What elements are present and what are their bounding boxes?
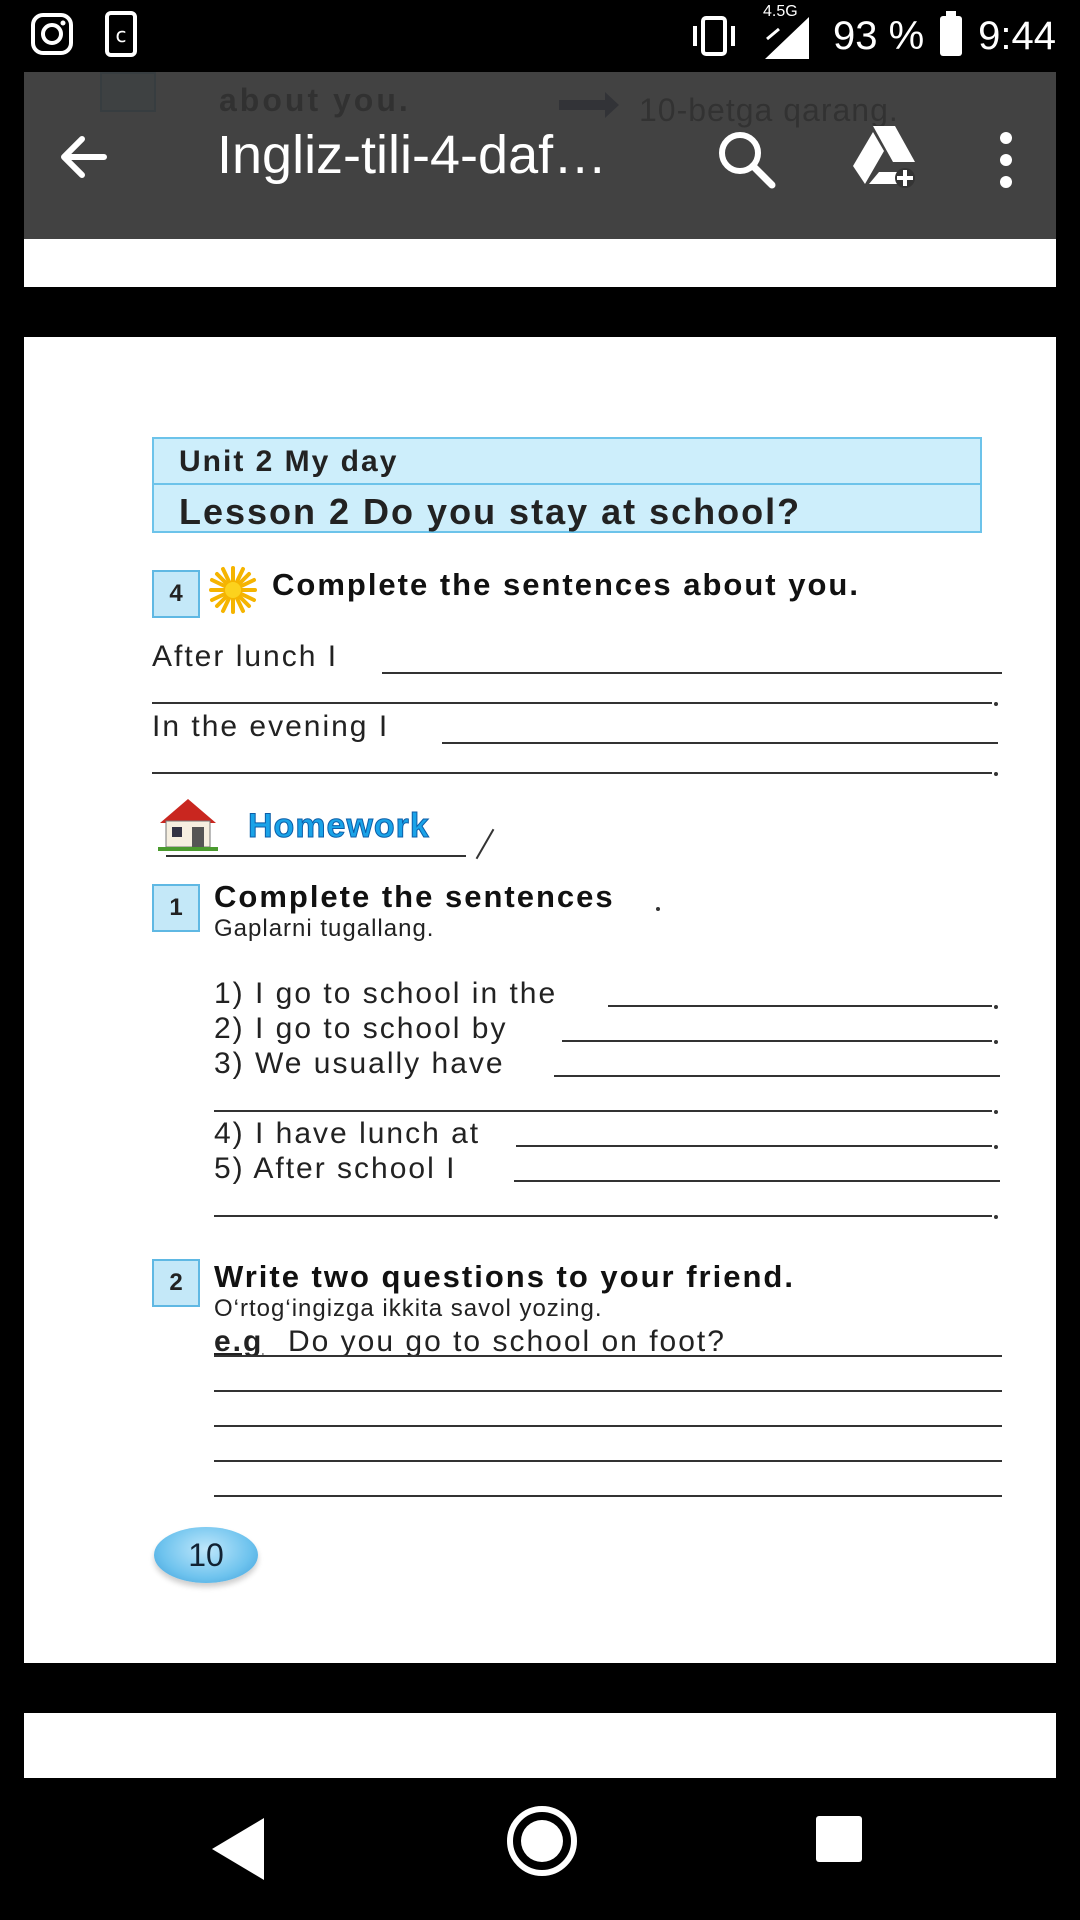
battery-percent: 93 % <box>832 13 925 58</box>
lesson-header <box>152 437 982 533</box>
more-options-icon[interactable] <box>996 130 1016 190</box>
next-page <box>24 1713 1056 1778</box>
task-2-number: 2 <box>152 1259 200 1307</box>
task-1-item-2: 2) I go to school by <box>214 1012 508 1045</box>
app-toolbar <box>24 72 1056 239</box>
task-4-number: 4 <box>152 570 200 618</box>
signal-icon <box>757 3 817 61</box>
svg-text:c: c <box>115 23 127 47</box>
nav-recents-icon[interactable] <box>816 1816 862 1862</box>
example-sentence: Do you go to school on foot? <box>288 1325 726 1358</box>
example-label: e.g <box>214 1325 264 1358</box>
task-1-item-1: 1) I go to school in the <box>214 977 558 1010</box>
status-bar <box>0 0 1080 72</box>
clock: 9:44 <box>978 13 1056 58</box>
page-number: 10 <box>154 1527 258 1583</box>
nav-back-icon[interactable] <box>212 1818 264 1880</box>
back-arrow-icon[interactable] <box>54 127 114 187</box>
nav-home-icon[interactable] <box>507 1806 577 1876</box>
network-type: 4.5G <box>762 3 798 20</box>
task-2-title: Write two questions to your friend. <box>214 1259 795 1294</box>
homework-banner <box>156 797 456 857</box>
app-notification-icon <box>104 10 138 58</box>
instagram-icon <box>30 12 74 56</box>
workbook-page <box>24 337 1056 1663</box>
homework-label: Homework <box>248 807 430 845</box>
task-4-line-2: In the evening I <box>152 710 390 743</box>
task-1-number: 1 <box>152 884 200 932</box>
search-icon[interactable] <box>714 127 778 191</box>
house-icon <box>156 795 220 851</box>
lesson-title: Lesson 2 Do you stay at school? <box>179 491 802 532</box>
task-2-subtitle: O‘rtog‘ingizga ikkita savol yozing. <box>214 1295 603 1322</box>
document-title: Ingliz-tili-4-daf… <box>217 125 608 185</box>
navigation-bar <box>0 1778 1080 1920</box>
task-1-item-3: 3) We usually have <box>214 1047 505 1080</box>
star-icon <box>208 565 258 615</box>
task-1-item-5: 5) After school I <box>214 1152 457 1185</box>
vibrate-icon <box>687 14 741 58</box>
unit-title: Unit 2 My day <box>179 445 399 478</box>
task-1-item-4: 4) I have lunch at <box>214 1117 481 1150</box>
battery-icon <box>940 16 962 56</box>
add-to-drive-icon[interactable] <box>849 122 919 192</box>
pdf-viewer[interactable] <box>24 72 1056 1778</box>
task-4-title: Complete the sentences about you. <box>272 567 860 602</box>
task-1-title: Complete the sentences <box>214 879 615 914</box>
task-1-subtitle: Gaplarni tugallang. <box>214 915 435 942</box>
task-4-line-1: After lunch I <box>152 640 339 673</box>
